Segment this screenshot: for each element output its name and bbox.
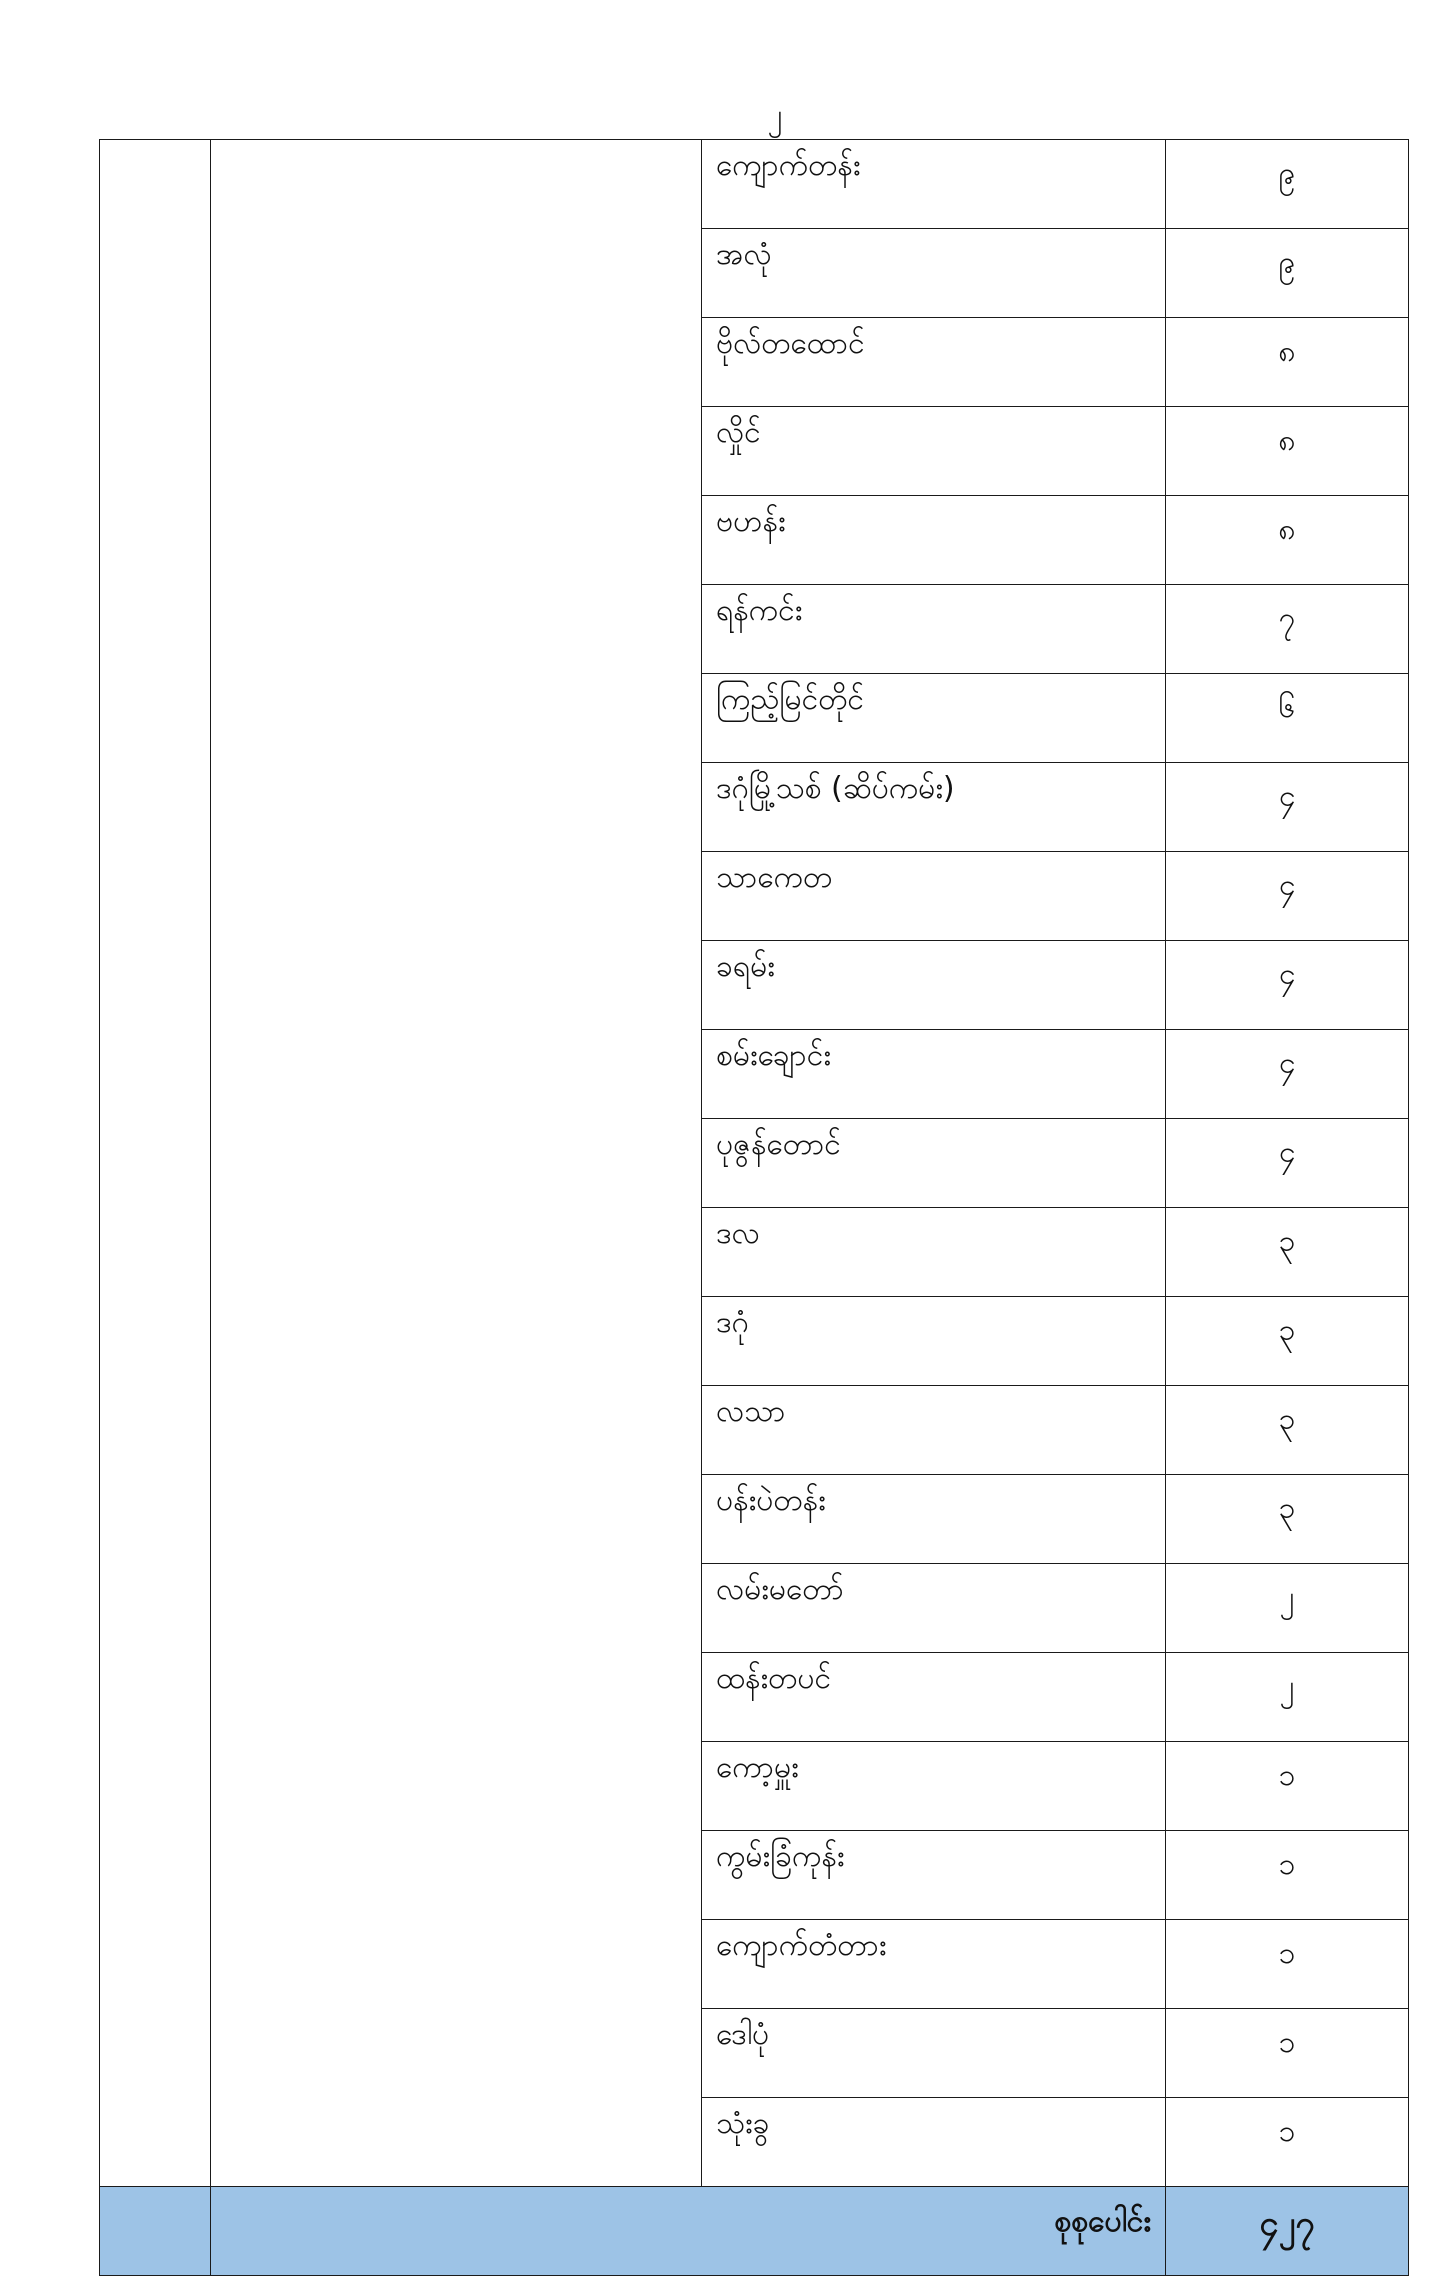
township-name-cell: ကော့မှူး (702, 1742, 1166, 1831)
empty-number-column-cell (100, 140, 211, 2187)
township-count-cell: ၁ (1166, 2009, 1409, 2098)
total-empty-cell (100, 2187, 211, 2276)
township-name-cell: ခရမ်း (702, 941, 1166, 1030)
township-name-cell: ကွမ်းခြံကုန်း (702, 1831, 1166, 1920)
township-name-cell: သုံးခွ (702, 2098, 1166, 2187)
township-count-cell: ၉ (1166, 140, 1409, 229)
township-count-table (99, 139, 1409, 2276)
township-name-cell: ကြည့်မြင်တိုင် (702, 674, 1166, 763)
township-count-cell: ၂ (1166, 1564, 1409, 1653)
township-count-cell: ၄ (1166, 763, 1409, 852)
township-count-cell: ၃ (1166, 1297, 1409, 1386)
township-name-cell: ကျောက်တန်း (702, 140, 1166, 229)
page-number: ၂ (767, 98, 783, 133)
township-count-cell: ၄ (1166, 852, 1409, 941)
township-count-cell: ၁ (1166, 2098, 1409, 2187)
total-row (100, 2187, 1409, 2276)
township-name-cell: ဒေါပုံ (702, 2009, 1166, 2098)
township-count-cell: ၁ (1166, 1920, 1409, 2009)
township-name-cell: သာကေတ (702, 852, 1166, 941)
township-name-cell: ထန်းတပင် (702, 1653, 1166, 1742)
township-name-cell: ဒလ (702, 1208, 1166, 1297)
township-name-cell: လမ်းမတော် (702, 1564, 1166, 1653)
township-count-cell: ၂ (1166, 1653, 1409, 1742)
township-name-cell: ဒဂုံ (702, 1297, 1166, 1386)
township-name-cell: လှိုင် (702, 407, 1166, 496)
township-name-cell: စမ်းချောင်း (702, 1030, 1166, 1119)
table-body (100, 140, 1409, 2276)
total-value: ၄၂၇ (1166, 2187, 1409, 2276)
empty-category-column-cell (211, 140, 702, 2187)
township-name-cell: ဗဟန်း (702, 496, 1166, 585)
township-name-cell: ကျောက်တံတား (702, 1920, 1166, 2009)
township-count-cell: ၇ (1166, 585, 1409, 674)
township-name-cell: အလုံ (702, 229, 1166, 318)
township-name-cell: ပုဇွန်တောင် (702, 1119, 1166, 1208)
township-count-cell: ၄ (1166, 1030, 1409, 1119)
table-row (100, 140, 1409, 229)
township-count-cell: ၈ (1166, 407, 1409, 496)
township-count-cell: ၃ (1166, 1475, 1409, 1564)
township-count-cell: ၁ (1166, 1742, 1409, 1831)
township-count-cell: ၄ (1166, 1119, 1409, 1208)
township-count-cell: ၁ (1166, 1831, 1409, 1920)
township-name-cell: လသာ (702, 1386, 1166, 1475)
township-name-cell: ဗိုလ်တထောင် (702, 318, 1166, 407)
township-name-cell: ပန်းပဲတန်း (702, 1475, 1166, 1564)
total-label: စုစုပေါင်း (211, 2187, 1166, 2276)
township-count-cell: ၉ (1166, 229, 1409, 318)
township-count-cell: ၃ (1166, 1386, 1409, 1475)
township-name-cell: ရန်ကင်း (702, 585, 1166, 674)
township-count-cell: ၈ (1166, 318, 1409, 407)
township-count-cell: ၆ (1166, 674, 1409, 763)
township-count-cell: ၄ (1166, 941, 1409, 1030)
township-count-cell: ၈ (1166, 496, 1409, 585)
township-count-cell: ၃ (1166, 1208, 1409, 1297)
township-name-cell: ဒဂုံမြို့သစ် (ဆိပ်ကမ်း) (702, 763, 1166, 852)
